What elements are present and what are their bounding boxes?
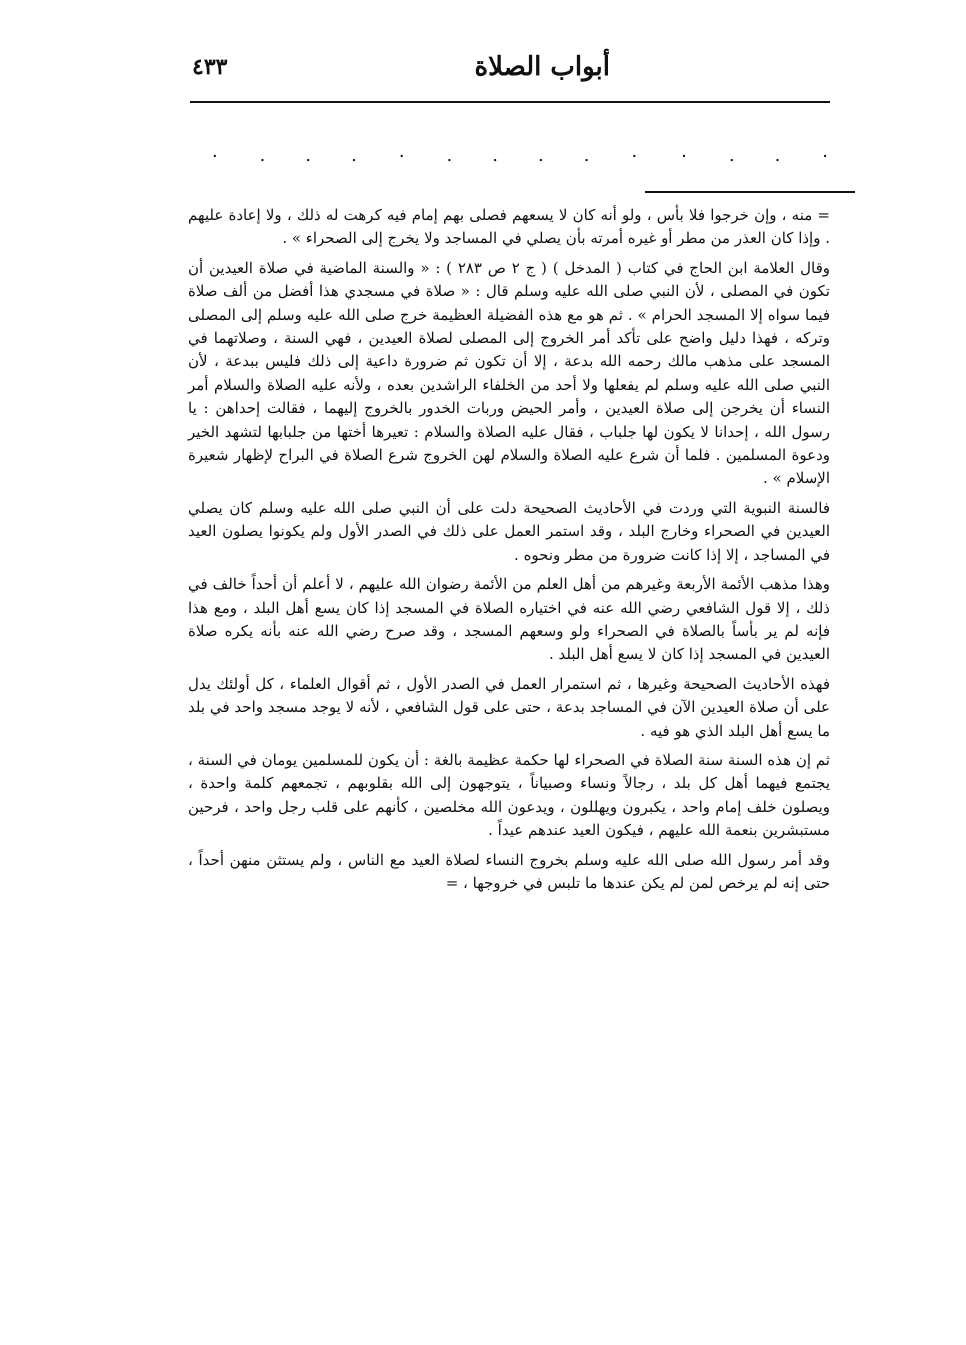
page-number: ٤٣٣ xyxy=(192,54,228,80)
paragraph-5: فهذه الأحاديث الصحيحة وغيرها ، ثم استمرار العمل في الصدر الأول ، ثم أقوال العلماء ، كل أولئك يدل على أن صلاة العيدين الآن في المساجد بدعة ، حتى على قول الشافعي ، لأنه لا يوجد مسجد واحد في بلد ما يسع أهل البلد الذي هو فيه . xyxy=(188,674,830,740)
separator-dot: ٠ xyxy=(629,145,640,166)
running-title: أبواب الصلاة xyxy=(474,52,610,82)
separator-dot: . xyxy=(259,145,266,166)
separator-dot: . xyxy=(728,145,735,166)
separator-dot: . xyxy=(538,145,544,166)
footnote-rule xyxy=(645,191,855,193)
separator-dot: ٠ xyxy=(820,145,830,166)
paragraph-7: وقد أمر رسول الله صلى الله عليه وسلم بخروج النساء لصلاة العيد مع الناس ، ولم يستثن منهن أحداً ، حتى إنه لم يرخص لمن لم يكن عندها ما تلبس في خروجها ، = xyxy=(188,850,830,892)
separator-dot: . xyxy=(351,145,357,166)
separator-dot: . xyxy=(583,145,590,166)
paragraph-4: وهذا مذهب الأئمة الأربعة وغيرهم من أهل العلم من الأئمة رضوان الله عليهم ، لا أعلم أن أحداً خالف في ذلك ، إلا قول الشافعي رضي الله عنه في اختياره الصلاة في المسجد إذا كان يسع أهل البلد ، ومع هذا فإنه لم ير بأساً بالصلاة في الصحراء ولو وسعهم المسجد ، وقد صرح رضي الله عنه بأنه يكره صلاة العيدين في المسجد إذا كان لا يسع أهل البلد . xyxy=(188,575,830,664)
separator-dot: . xyxy=(774,145,781,166)
paragraph-2: وقال العلامة ابن الحاج في كتاب ( المدخل ) ( ج ٢ ص ٢٨٣ ) : « والسنة الماضية في صلاة العيدين أن تكون في المصلى ، لأن النبي صلى الله عليه وسلم قال : « صلاة في مسجدي هذا أفضل من ألف صلاة فيما سواه إلا المسجد الحرام » . ثم هو مع هذه الفضيلة العظيمة خرج صلى الله عليه وسلم إلى المصلى وتركه ، فهذا دليل واضح على تأكد أمر الخروج إلى المصلى لصلاة العيدين ، فهي السنة ، وصلاتهما في المسجد على مذهب مالك رحمه الله بدعة ، إلا أن تكون ثم ضرورة داعية إلى ذلك فليس ببدعة ، لأن النبي صلى الله عليه وسلم لم يفعلها ولا أحد من الخلفاء الراشدين بعده ، ولأنه عليه الصلاة والسلام أمر النساء أن يخرجن إلى صلاة العيدين ، وأمر الحيض وربات الخدور بالخروج إليهما ، فقالت إحداهن : يا رسول الله ، إحدانا لا يكون لها جلباب ، فقال عليه الصلاة والسلام : تعيرها أختها من جلبابها لتشهد الخير ودعوة المسلمين . فلما أن شرع عليه الصلاة والسلام لهن الخروج شرع الصلاة في البراح لإظهار شعيرة الإسلام » . xyxy=(188,258,831,488)
header-rule xyxy=(190,101,830,103)
paragraph-6: ثم إن هذه السنة سنة الصلاة في الصحراء لها حكمة عظيمة بالغة : أن يكون للمسلمين يومان في السنة ، يجتمع فيهما أهل كل بلد ، رجالاً ونساء وصبياناً ، يتوجهون إلى الله بقلوبهم ، تجمعهم كلمة واحدة ، ويصلون خلف إمام واحد ، يكبرون ويهللون ، ويدعون الله مخلصين ، كأنهم على قلب رجل واحد ، فرحين مستبشرين بنعمة الله عليهم ، فيكون العيد عندهم عيداً . xyxy=(188,750,830,840)
separator-dot: . xyxy=(492,145,499,166)
separator-dot: . xyxy=(446,145,453,166)
paragraph-3: فالسنة النبوية التي وردت في الأحاديث الصحيحة دلت على أن النبي صلى الله عليه وسلم كان يصلي العيدين في الصحراء وخارج البلد ، وقد استمر العمل على ذلك في الصدر الأول ولم يكونوا يصلون العيد في المساجد ، إلا إذا كانت ضرورة من مطر ونحوه . xyxy=(188,498,830,564)
page-header xyxy=(190,52,830,96)
paragraph-1: = منه ، وإن خرجوا فلا بأس ، ولو أنه كان لا يسعهم فصلى بهم إمام فيه كرهت له ذلك ، ولا إعادة عليهم . وإذا كان العذر من مطر أو غيره أمرته بأن يصلي في المساجد ولا يخرج إلى الصحراء » . xyxy=(188,206,830,248)
separator-dot: ٠ xyxy=(396,145,407,166)
separator-dot: ٠ xyxy=(679,145,689,166)
dotted-separator xyxy=(210,146,830,166)
separator-dot: ٠ xyxy=(210,145,220,166)
separator-dot: . xyxy=(305,145,312,166)
footnote-text xyxy=(188,204,830,895)
